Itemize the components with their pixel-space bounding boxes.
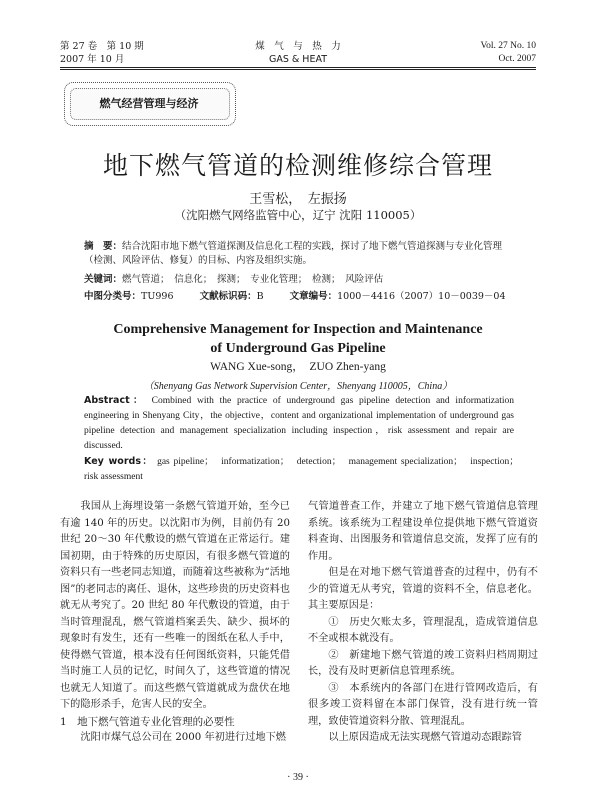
clc-value: TU996 (141, 291, 174, 302)
body-paragraph: 我国从上海埋设第一条燃气管道开始，至今已有逾 140 年的历史。以沈阳市为例，目前仍有 20 世纪 20～30 年代敷设的燃气管道在正常运行。建国初期，由于特殊的历史原因，有很多燃气管道的资料只有一些老同志知道，而随着这些被称为“活地图”的老同志的离任、退休，这些珍贵的历史资料也就无从考究了。20 世纪 80 年代敷设的管道，由于当时管理混乱，燃气管道档案丢失、缺少、损坏的现象时有发生，还有一些唯一的图纸在私人手中，使得燃气管道，根本没有任何图纸资料，只能凭借当时施工人员的记忆，时间久了，这些管道的情况也就无人知道了。而这些燃气管道就成为盘伏在地下的隐形杀手，危害人民的安全。 (60, 501, 290, 710)
volume-issue-line: 第 27 卷 第 10 期 (60, 41, 144, 52)
article-title-cn: 地下燃气管道的检测维修综合管理 (102, 151, 493, 180)
keywords-en-text: gas pipeline； informatization； detection； management specialization； inspection； risk assessment (84, 457, 524, 482)
issue-date-line: 2007 年 10 月 (60, 54, 125, 65)
header-rule-top (60, 67, 536, 68)
abstract-en-text: Combined with the practice of underground gas pipeline detection and informatization engineering in Shenyang City，the objective，content and organizational implementation of underground gas pipeline detection and management specialization including inspection，risk assessment and repair are discussed. (84, 396, 515, 451)
body-paragraph: 以上原因造成无法实现燃气管道动态跟踪管 (328, 732, 522, 743)
article-no-value: 1000－4416（2007）10－0039－04 (337, 291, 506, 302)
keywords-cn (84, 273, 514, 287)
header-rule-bottom (60, 69, 536, 70)
page-number: · 39 · (287, 772, 309, 783)
volume-issue-en-line: Vol. 27 No. 10 (480, 41, 536, 51)
section-heading-1: 1 地下燃气管道专业化管理的必要性 (60, 715, 235, 728)
affiliation-en: （Shenyang Gas Network Supervision Center，Shenyang 110005，China） (143, 381, 453, 392)
keywords-en-label: Key words： (84, 456, 154, 467)
body-paragraph: 沈阳市煤气总公司在 2000 年初进行过地下燃 (80, 732, 286, 743)
keywords-cn-label: 关键词： (84, 274, 123, 285)
abstract-en-label: Abstract： (84, 395, 146, 406)
article-title-en (0, 320, 596, 358)
abstract-cn-label: 摘 要： (84, 241, 123, 252)
journal-volume-issue-en (480, 40, 536, 66)
authors-cn: 王雪松， 左振扬 (249, 192, 347, 207)
abstract-en (84, 393, 514, 454)
title-en-line1: Comprehensive Management for Inspection and Maintenance (113, 322, 483, 337)
clc-label: 中图分类号： (84, 291, 142, 302)
list-item-3: ③ 本系统内的各部门在进行管网改造后，有很多竣工资料留在本部门保管，没有进行统一管理，致使管道资料分散、管理混乱。 (308, 682, 538, 727)
keywords-cn-text: 燃气管道； 信息化； 探测； 专业化管理； 检测； 风险评估 (122, 274, 384, 285)
body-paragraph: 但是在对地下燃气管道普查的过程中，仍有不少的管道无从考究，管道的资料不全，信息老化。其主要原因是： (308, 567, 538, 611)
journal-name-en: GAS & HEAT (268, 54, 328, 65)
section-label: 燃气经营管理与经济 (99, 97, 199, 110)
list-item-2: ② 新建地下燃气管道的竣工资料归档周期过长，没有及时更新信息管理系统。 (308, 649, 538, 677)
article-no-label: 文章编号： (289, 291, 338, 302)
classification-line (84, 290, 514, 304)
affiliation-cn: （沈阳燃气网络监管中心，辽宁 沈阳 110005） (174, 208, 422, 222)
doc-code-label: 文献标识码： (199, 291, 257, 302)
issue-date-en-line: Oct. 2007 (498, 54, 536, 64)
title-en-line2: of Underground Gas Pipeline (210, 341, 386, 356)
body-paragraph: 气管道普查工作，并建立了地下燃气管道信息管理系统。该系统为工程建设单位提供地下燃气管道资料查询、出图服务和管道信息交流，发挥了应有的作用。 (308, 501, 538, 562)
abstract-cn-text: 结合沈阳市地下燃气管道探测及信息化工程的实践，探讨了地下燃气管道探测与专业化管理（检测、风险评估、修复）的目标、内容及组织实施。 (84, 241, 503, 266)
list-item-1: ① 历史欠账太多，管理混乱，造成管道信息不全或根本就没有。 (308, 616, 538, 644)
body-column-left (60, 499, 290, 747)
body-column-right (308, 499, 538, 747)
authors-en: WANG Xue-song， ZUO Zhen-yang (210, 361, 386, 373)
doc-code-value: B (256, 291, 264, 302)
journal-name-cn: 煤 气 与 热 力 (255, 41, 341, 52)
keywords-en (84, 454, 524, 485)
abstract-cn (84, 240, 514, 268)
